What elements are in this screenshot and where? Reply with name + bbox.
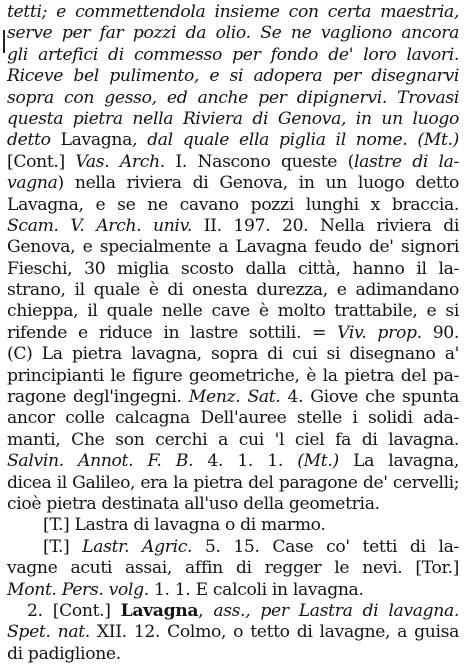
text-segment: Mont. Pers. volg.	[7, 579, 149, 600]
text-line	[7, 45, 459, 66]
text-segment: di padiglione.	[7, 643, 121, 664]
text-segment: tetti; e commettendola insieme con certa maestria,	[7, 2, 459, 22]
text-segment: ragone degl'ingegni.	[7, 387, 189, 408]
text-segment: 5. 15. Case co' tetti di la-	[192, 536, 459, 557]
text-segment: vagna	[7, 173, 58, 194]
text-segment: ass., per Lastra di lavagna.	[213, 600, 460, 621]
text-segment: XII. 12. Colmo, o tetto di lavagne, a guisa	[89, 622, 459, 643]
text-segment: lastre di la-	[353, 151, 460, 172]
text-segment: Fieschi, 30 miglia scosto dalla città, hanno il la-	[7, 258, 459, 279]
text-segment: Genova, e specialmente a Lavagna feudo de' signori	[7, 237, 459, 258]
text-line	[7, 430, 459, 451]
text-segment: Riceve bel pulimento, e si adopera per disegnarvi	[7, 66, 459, 87]
text-line	[7, 23, 459, 44]
text-line	[7, 515, 459, 536]
text-segment: ) nella riviera di Genova, in un luogo detto	[57, 173, 459, 194]
text-segment: [T.]	[43, 536, 83, 557]
text-segment: sopra con gesso, ed anche per dipignervi. Trovasi	[7, 87, 459, 108]
text-line	[7, 537, 459, 558]
text-segment: gli artefici di commesso per fondo de' loro lavori.	[7, 44, 459, 65]
text-segment: [Cont.]	[7, 151, 76, 172]
text-segment: Scam. V. Arch. univ.	[7, 215, 193, 236]
text-line	[7, 408, 459, 429]
text-line	[7, 601, 459, 622]
text-segment: (C) La pietra lavagna, sopra di cui si disegnano a'	[7, 344, 459, 365]
text-segment: 4. Giove che spunta	[280, 387, 459, 408]
text-line	[7, 622, 459, 643]
text-line	[7, 66, 459, 87]
text-segment: Salvin. Annot. F. B.	[7, 451, 194, 472]
text-segment: , dal quale ella piglia il nome. (Mt.)	[132, 130, 459, 151]
text-line	[7, 130, 459, 151]
text-segment: detto	[7, 130, 61, 151]
text-segment: Lavagna	[120, 600, 199, 621]
text-line	[7, 216, 459, 237]
text-segment: manti, Che son cerchi a cui 'l ciel fa di lavagna.	[7, 429, 459, 450]
entry-text-block	[7, 2, 459, 665]
text-segment: dicea il Galileo, era la pietra del paragone de' cervelli;	[7, 472, 459, 493]
text-segment: [T.] Lastra di lavagna o di marmo.	[43, 515, 326, 536]
text-segment: (Mt.)	[297, 451, 339, 472]
text-line	[7, 152, 459, 173]
text-line	[7, 473, 459, 494]
text-segment: Menz. Sat.	[188, 387, 281, 408]
text-line	[7, 494, 459, 515]
text-line	[7, 88, 459, 109]
text-segment: vagne acuti assai, affin di regger le nevi. [Tor.]	[7, 558, 459, 579]
text-line	[7, 195, 459, 216]
text-line	[7, 558, 459, 579]
text-line	[7, 344, 459, 365]
text-segment: II. 197. 20. Nella riviera di	[192, 215, 459, 236]
text-line	[7, 301, 459, 322]
text-segment: Vas. Arch.	[75, 151, 165, 172]
text-segment: Lastr. Agric.	[82, 536, 193, 557]
text-segment: ,	[198, 600, 214, 621]
text-segment: Lavagna, e se ne cavano pozzi lunghi x braccia.	[7, 194, 459, 215]
text-line	[7, 387, 459, 408]
text-segment: questa pietra nella Riviera di Genova, in un luogo	[7, 108, 459, 129]
margin-rule	[3, 30, 5, 53]
text-line	[7, 109, 459, 130]
text-segment: Lavagna	[60, 130, 133, 151]
text-line	[7, 580, 459, 601]
text-line	[7, 323, 459, 344]
text-segment: principianti le figure geometriche, è la pietra del pa-	[7, 365, 459, 386]
text-line	[7, 173, 459, 194]
text-segment: Spet. nat.	[7, 622, 90, 643]
text-segment: I. Nascono queste (	[164, 151, 354, 172]
text-line	[7, 280, 459, 301]
text-segment: Viv. prop.	[337, 322, 422, 343]
text-segment: 2. [Cont.]	[27, 600, 121, 621]
text-segment: 4. 1. 1.	[193, 451, 298, 472]
text-line	[7, 644, 459, 665]
text-segment: chieppa, il quale nelle cave è molto trattabile, e si	[7, 301, 459, 322]
text-segment: strano, il quale è di onesta durezza, e adimandano	[7, 280, 459, 301]
text-segment: 1. 1. E calcoli in lavagna.	[148, 579, 364, 600]
text-line	[7, 451, 459, 472]
text-line	[7, 237, 459, 258]
text-segment: ancor colle calcagna Dell'auree stelle i solidi ada-	[7, 408, 459, 429]
text-line	[7, 366, 459, 387]
text-segment: 90.	[421, 322, 459, 343]
text-segment: rifende e riduce in lastre sottili. =	[7, 322, 338, 343]
text-segment: serve per far pozzi da olio. Se ne vagliono ancora	[7, 23, 459, 44]
text-line	[7, 259, 459, 280]
text-segment: La lavagna,	[338, 451, 459, 472]
text-line	[7, 2, 459, 23]
text-segment: cioè pietra destinata all'uso della geometria.	[7, 493, 380, 514]
